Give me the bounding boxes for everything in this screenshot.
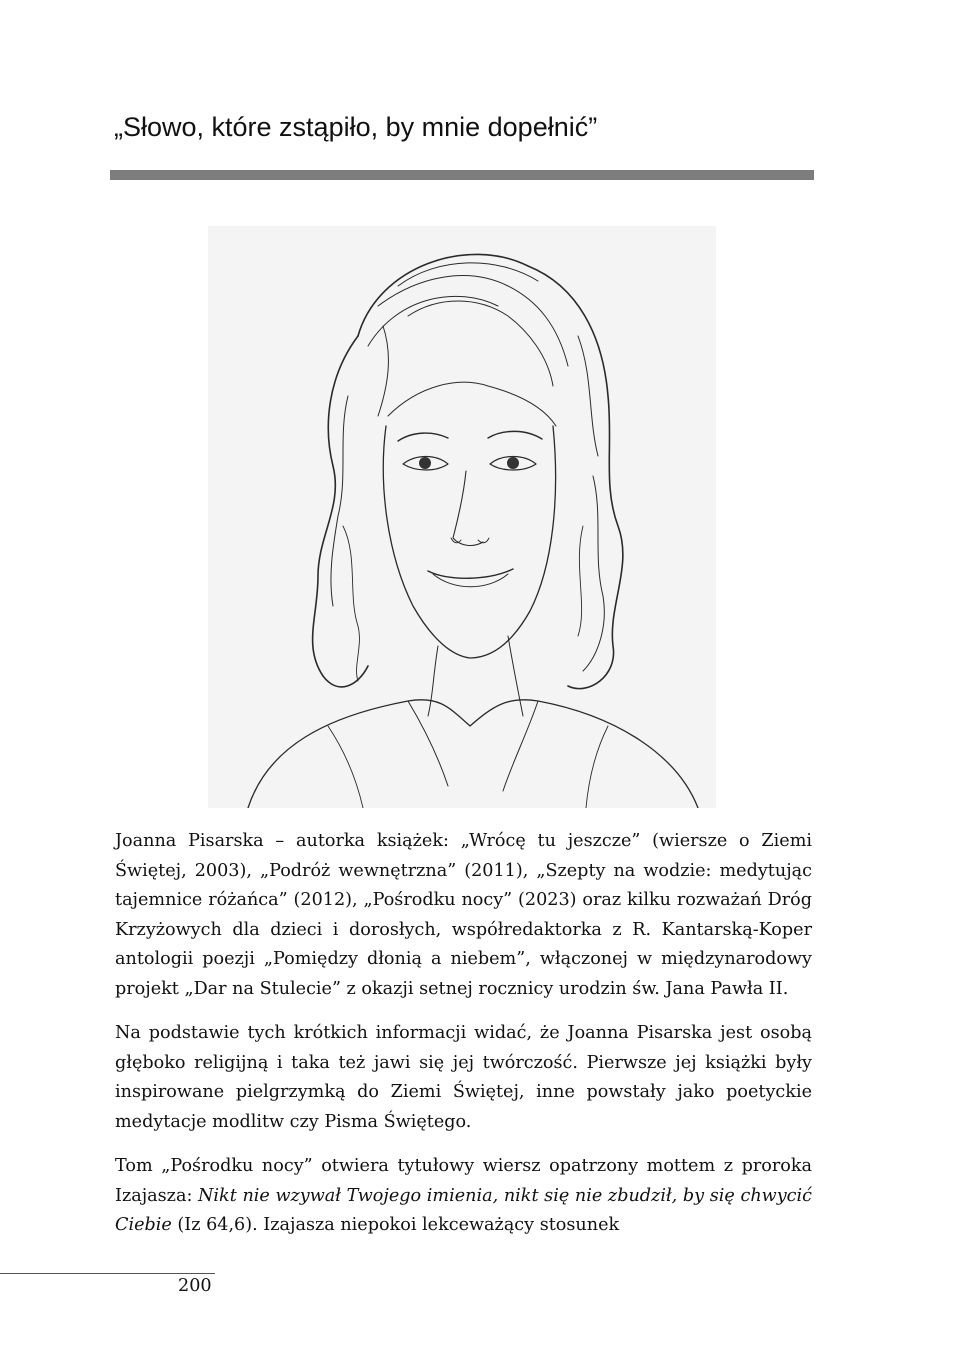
title-underline-bar: [110, 170, 814, 180]
pencil-portrait-of-woman-icon: [208, 226, 716, 808]
footnote-divider: [0, 1273, 215, 1274]
motto-intro: Tom „Pośrodku nocy” otwiera tytułowy wiersz opatrzony mottem z proroka Izajasza:: [115, 1156, 812, 1206]
portrait-drawing: [208, 226, 716, 808]
chapter-title: „Słowo, które zstąpiło, by mnie dopełnić”: [114, 112, 598, 142]
paragraph-motto: [115, 1152, 812, 1241]
paragraph-religious: Na podstawie tych krótkich informacji widać, że Joanna Pisarska jest osobą głęboko religijną i taka też jawi się jej twórczość. Pierwsze jej książki były inspirowane pielgrzymką do Ziemi Świętej, inne powstały jako poetyckie medytacje modlitw czy Pisma Świętego.: [115, 1023, 812, 1132]
article-body: [115, 827, 812, 1256]
paragraph-bio: Joanna Pisarska – autorka książek: „Wrócę tu jeszcze” (wiersze o Ziemi Świętej, 2003), „Podróż wewnętrzna” (2011), „Szepty na wodzie: medytując tajemnice różańca” (2012), „Pośrodku nocy” (2023) oraz kilku rozważań Dróg Krzyżowych dla dzieci i dorosłych, współredaktorka z R. Kantarską-Koper antologii poezji „Pomiędzy dłonią a niebem”, włączonej w międzynarodowy projekt „Dar na Stulecie” z okazji setnej rocznicy urodzin św. Jana Pawła II.: [115, 831, 812, 999]
isaiah-quote: Nikt nie wzywał Twojego imienia, nikt się nie zbudził, by się chwycić Ciebie: [115, 1185, 812, 1235]
page-number: 200: [178, 1276, 212, 1296]
motto-continuation: (Iz 64,6). Izajasza niepokoi lekceważący stosunek: [171, 1215, 620, 1235]
